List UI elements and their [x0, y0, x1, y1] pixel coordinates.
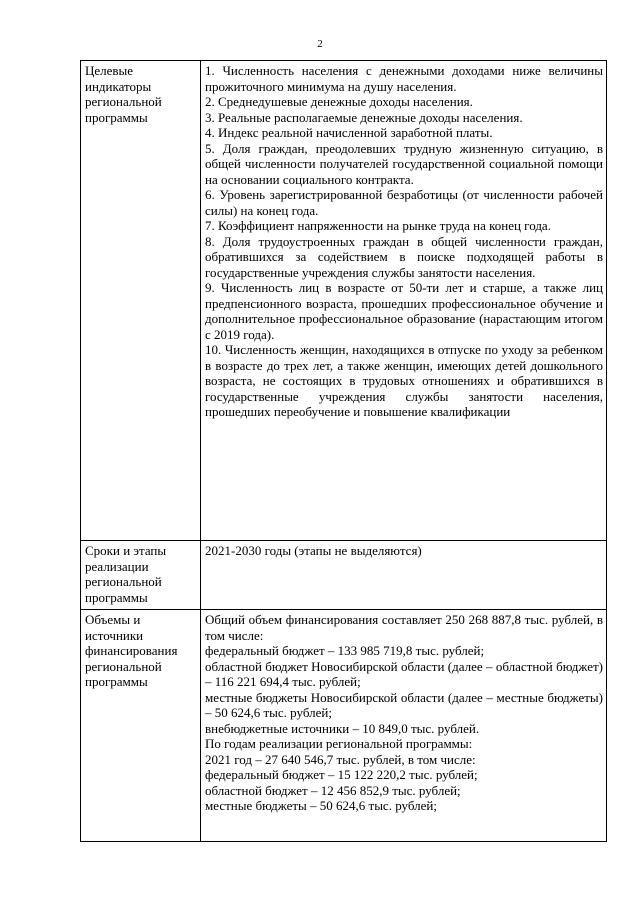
label-line: программы — [85, 109, 148, 125]
page-number: 2 — [317, 38, 323, 50]
funding-line: областной бюджет – 12 456 852,9 тыс. рублей; — [205, 782, 461, 798]
timing-text: 2021-2030 годы (этапы не выделяются) — [205, 543, 422, 558]
funding-line: Общий объем финансирования составляет 250 268 887,8 тыс. рублей, в том числе: — [205, 612, 603, 643]
label-line: реализации — [85, 558, 149, 574]
funding-line: 2021 год – 27 640 546,7 тыс. рублей, в том числе: — [205, 751, 476, 767]
label-line: Объемы и — [85, 612, 141, 627]
row-label-timing — [81, 541, 201, 610]
row-label-target-indicators — [81, 61, 201, 541]
table-row-target-indicators — [81, 61, 607, 541]
label-line: программы — [85, 674, 148, 689]
label-line: Целевые — [85, 63, 134, 78]
label-line: финансирования — [85, 643, 178, 658]
funding-line: По годам реализации региональной программы: — [205, 736, 473, 751]
funding-line: местные бюджеты – 50 624,6 тыс. рублей; — [205, 798, 437, 813]
label-line: региональной — [85, 94, 162, 109]
funding-line: внебюджетные источники – 10 849,0 тыс. рублей. — [205, 720, 480, 736]
indicator-item: 1. Численность населения с денежными доходами ниже величины прожиточного минимума на душу населения. — [205, 63, 603, 94]
indicator-item: 6. Уровень зарегистрированной безработицы (от численности рабочей силы) на конец года. — [205, 187, 603, 218]
funding-line: местные бюджеты Новосибирской области (далее – местные бюджеты) – 50 624,6 тыс. рублей; — [205, 689, 603, 720]
indicator-item: 8. Доля трудоустроенных граждан в общей численности граждан, обратившихся за содействием в поиске подходящей работы в государственные учреждения службы занятости населения. — [205, 233, 603, 280]
label-line: источники — [85, 627, 144, 643]
funding-line: федеральный бюджет – 133 985 719,8 тыс. рублей; — [205, 643, 485, 658]
table-row-timing — [81, 541, 607, 610]
row-value-timing — [201, 541, 607, 610]
label-line: региональной — [85, 574, 162, 589]
label-line: индикаторы — [85, 78, 152, 94]
indicator-item: 4. Индекс реальной начисленной заработной платы. — [205, 125, 493, 140]
indicator-item: 2. Среднедушевые денежные доходы населения. — [205, 94, 473, 109]
row-value-target-indicators — [201, 61, 607, 541]
indicator-item: 7. Коэффициент напряженности на рынке труда на конец года. — [205, 218, 551, 233]
row-label-funding — [81, 610, 201, 842]
indicator-item: 5. Доля граждан, преодолевших трудную жизненную ситуацию, в общей численности получателей государственной социальной помощи на основании социального контракта. — [205, 140, 603, 187]
funding-line: федеральный бюджет – 15 122 220,2 тыс. рублей; — [205, 767, 478, 782]
funding-line: областной бюджет Новосибирской области (далее – областной бюджет) – 116 221 694,4 тыс. рублей; — [205, 658, 603, 689]
label-line: программы — [85, 589, 148, 605]
row-value-funding — [201, 610, 607, 842]
table-row-funding — [81, 610, 607, 842]
indicator-item: 9. Численность лиц в возрасте от 50-ти лет и старше, а также лиц предпенсионного возраста, прошедших профессиональное обучение и дополнительное профессиональное образование (нарастающим итогом с 2019 года). — [205, 280, 603, 342]
indicator-item: 3. Реальные располагаемые денежные доходы населения. — [205, 109, 523, 125]
label-line: региональной — [85, 658, 162, 674]
indicator-item: 10. Численность женщин, находящихся в отпуске по уходу за ребенком в возрасте до трех лет, а также женщин, имеющих детей дошкольного возраста, не состоящих в трудовых отношениях и обратившихся в государственные учреждения службы занятости населения, прошедших переобучение и повышение квалификации — [205, 342, 603, 419]
program-passport-table — [80, 60, 607, 842]
label-line: Сроки и этапы — [85, 543, 167, 558]
